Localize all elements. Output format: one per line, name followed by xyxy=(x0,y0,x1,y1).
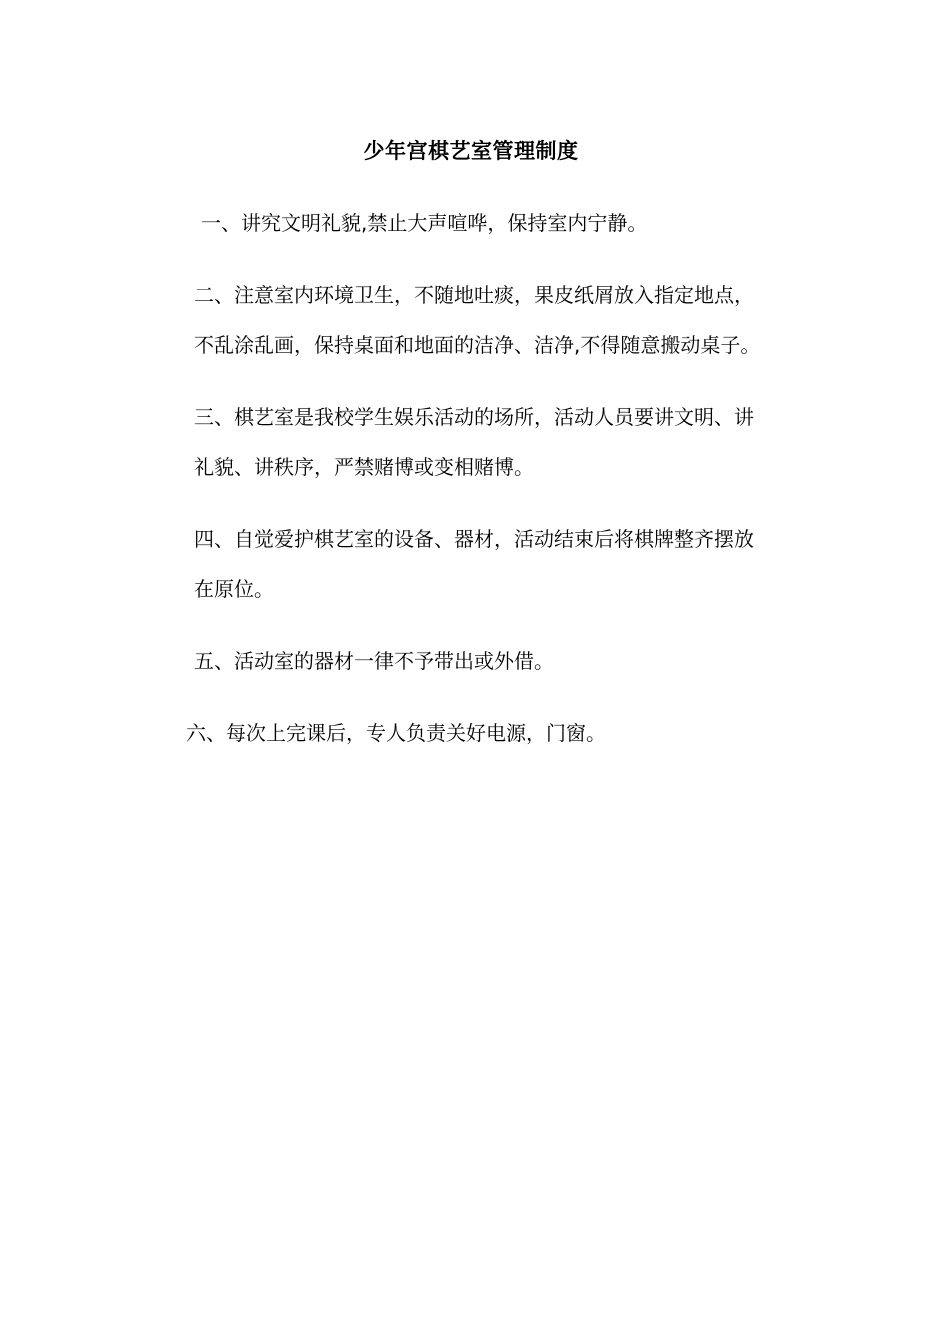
rule-3-line-1: 三、棋艺室是我校学生娱乐活动的场所，活动人员要讲文明、讲 xyxy=(194,405,754,429)
rule-3-line-2: 礼貌、讲秩序，严禁赌博或变相赌博。 xyxy=(194,455,534,479)
rule-2-line-1: 二、注意室内环境卫生，不随地吐痰，果皮纸屑放入指定地点， xyxy=(194,283,754,307)
rule-5 xyxy=(194,636,554,686)
rule-1 xyxy=(201,198,647,248)
page-title: 少年宫棋艺室管理制度 xyxy=(363,139,579,163)
rule-3 xyxy=(194,392,754,492)
rule-6-line-1: 六、每次上完课后，专人负责关好电源，门窗。 xyxy=(186,721,606,745)
rule-2 xyxy=(194,270,760,370)
rule-2-line-2: 不乱涂乱画，保持桌面和地面的洁净、洁净,不得随意搬动桌子。 xyxy=(194,333,761,357)
rule-4-line-2: 在原位。 xyxy=(194,577,274,601)
rule-4-line-1: 四、自觉爱护棋艺室的设备、器材，活动结束后将棋牌整齐摆放 xyxy=(194,527,754,551)
rule-5-line-1: 五、活动室的器材一律不予带出或外借。 xyxy=(194,649,554,673)
rule-1-line-1: 一、讲究文明礼貌,禁止大声喧哗，保持室内宁静。 xyxy=(201,211,648,235)
rule-6 xyxy=(186,708,606,758)
rule-4 xyxy=(194,514,754,614)
